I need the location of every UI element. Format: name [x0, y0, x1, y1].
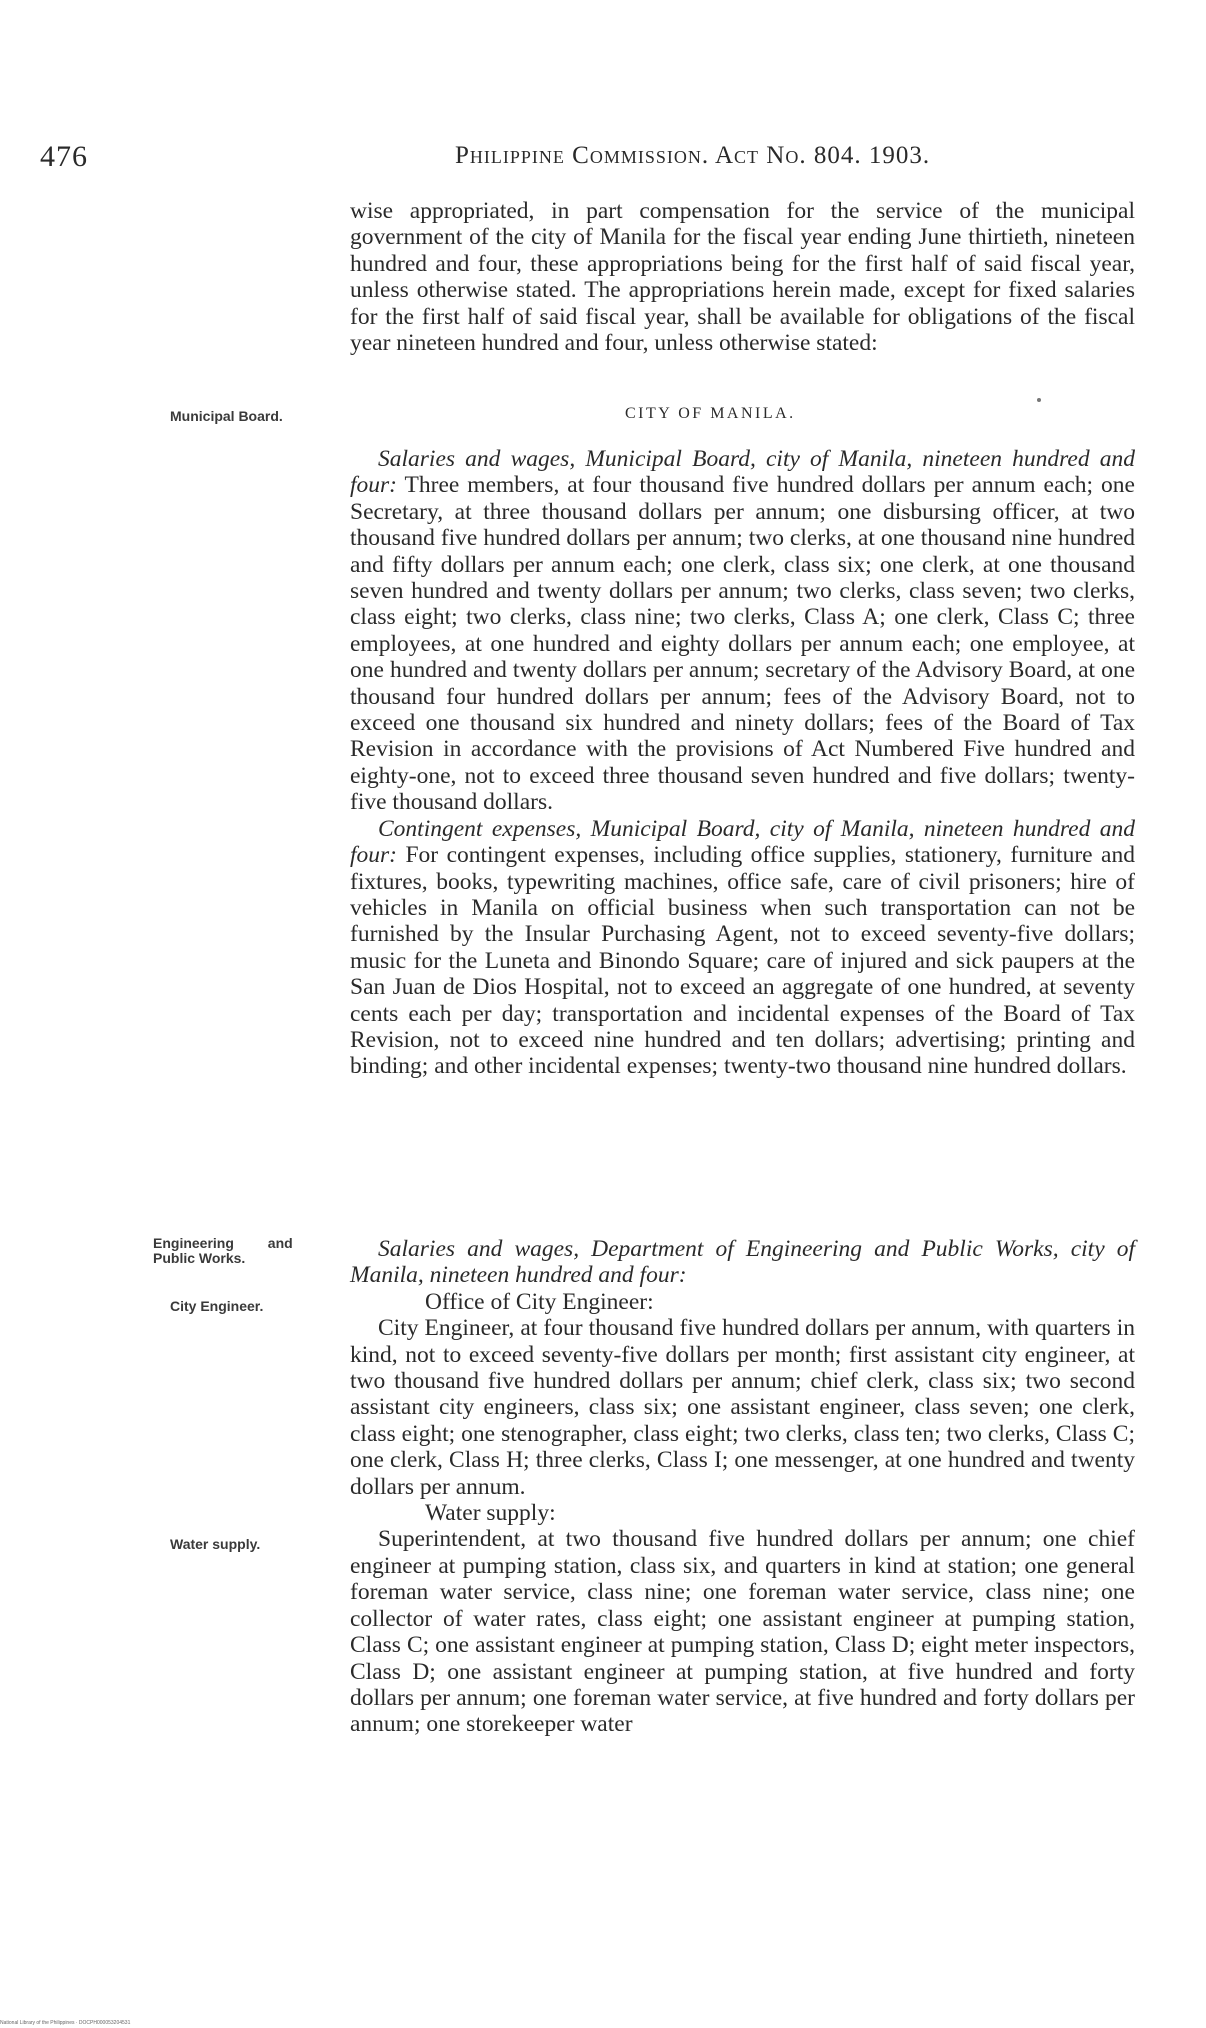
engineering-title-paragraph: [350, 1236, 1135, 1289]
engineering-section: [350, 1236, 1135, 1738]
sidenote-water-supply: Water supply.: [170, 1536, 261, 1552]
intro-paragraph: [350, 198, 1135, 356]
salaries-title: Salaries and wages, Municipal Board, city of Manila, nineteen hundred and four:: [350, 446, 1135, 499]
water-paragraph: Superintendent, at two thousand five hundred dollars per annum; one chief engineer at pumping station, class six, and quarters in kind at station; one general foreman water service, class nine; one foreman water service, class nine; one collector of water rates, class eight; one assistant engineer at pumping station, Class C; one assistant engineer at pumping station, Class D; eight meter inspectors, Class D; one assistant engineer at pumping station, at five hundred and forty dollars per annum; one foreman water service, at five hundred and forty dollars per annum; one storekeeper water: [350, 1526, 1135, 1738]
scan-footer-note: National Library of the Philippines · DOCPH000053204531: [0, 2020, 131, 2026]
office-heading: Office of City Engineer:: [425, 1288, 654, 1315]
sidenote-engineering-line1: Engineering and: [153, 1235, 293, 1251]
office-paragraph: City Engineer, at four thousand five hundred dollars per annum, with quarters in kind, not to exceed seventy-five dollars per month; first assistant city engineer, at two thousand five hundred dollars per annum; chief clerk, class six; two second assistant city engineers, class six; one assistant engineer, class seven; one clerk, class eight; one stenographer, class eight; two clerks, class ten; two clerks, Class C; one clerk, Class H; three clerks, Class I; one messenger, at one hundred and twenty dollars per annum.: [350, 1315, 1135, 1500]
sidenote-engineering-line2: Public Works.: [153, 1250, 246, 1266]
salaries-text: Three members, at four thousand five hundred dollars per annum each; one Secretary, at three thousand dollars per annum; one disbursing officer, at two thousand five hundred dollars per annum; two clerks, at one thousand nine hundred and fifty dollars per annum each; one clerk, class six; one clerk, at one thousand seven hundred and twenty dollars per annum; two clerks, class seven; two clerks, class eight; two clerks, class nine; two clerks, Class A; one clerk, Class C; three employees, at one hundred and eighty dollars per annum each; one employee, at one hundred and twenty dollars per annum; secretary of the Advisory Board, at one thousand four hundred dollars per annum; fees of the Advisory Board, not to exceed one thousand six hundred and ninety dollars; fees of the Board of Tax Revision in accordance with the provisions of Act Numbered Five hundred and eighty-one, not to exceed three thousand seven hundred and five dollars; twenty-five thousand dollars.: [350, 472, 1135, 816]
contingent-paragraph: [350, 816, 1135, 1080]
sidenote-municipal-board: Municipal Board.: [170, 408, 283, 424]
ink-dot: [1037, 398, 1041, 402]
contingent-text: For contingent expenses, including office supplies, stationery, furniture and fixtures, books, typewriting machines, office safe, care of civil prisoners; hire of vehicles in Manila on official business when such transportation can not be furnished by the Insular Purchasing Agent, not to exceed seventy-five dollars; music for the Luneta and Binondo Square; care of injured and sick paupers at the San Juan de Dios Hospital, not to exceed an aggregate of one hundred, at seventy cents each per day; transportation and incidental expenses of the Board of Tax Revision, not to exceed nine hundred and ten dollars; advertising; printing and binding; and other incidental expenses; twenty-two thousand nine hundred dollars.: [350, 842, 1135, 1080]
page-number: 476: [40, 140, 88, 173]
running-head: Philippine Commission. Act No. 804. 1903.: [455, 142, 931, 169]
sidenote-city-engineer: City Engineer.: [170, 1298, 264, 1314]
municipal-board-section: [350, 446, 1135, 1080]
engineering-title: Salaries and wages, Department of Engineering and Public Works, city of Manila, nineteen hundred and four:: [350, 1236, 1135, 1289]
salaries-paragraph: [350, 446, 1135, 816]
sidenote-engineering: [153, 1236, 293, 1266]
water-heading: Water supply:: [425, 1500, 556, 1527]
contingent-title: Contingent expenses, Municipal Board, city of Manila, nineteen hundred and four:: [350, 815, 1135, 869]
section-heading-city-of-manila: CITY OF MANILA.: [625, 405, 796, 422]
intro-text: wise appropriated, in part compensation for the service of the municipal government of the city of Manila for the fiscal year ending June thirtieth, nineteen hundred and four, these appropriations being for the first half of said fiscal year, unless otherwise stated. The appropriations herein made, except for fixed salaries for the first half of said fiscal year, shall be available for obligations of the fiscal year nineteen hundred and four, unless otherwise stated:: [350, 198, 1135, 357]
